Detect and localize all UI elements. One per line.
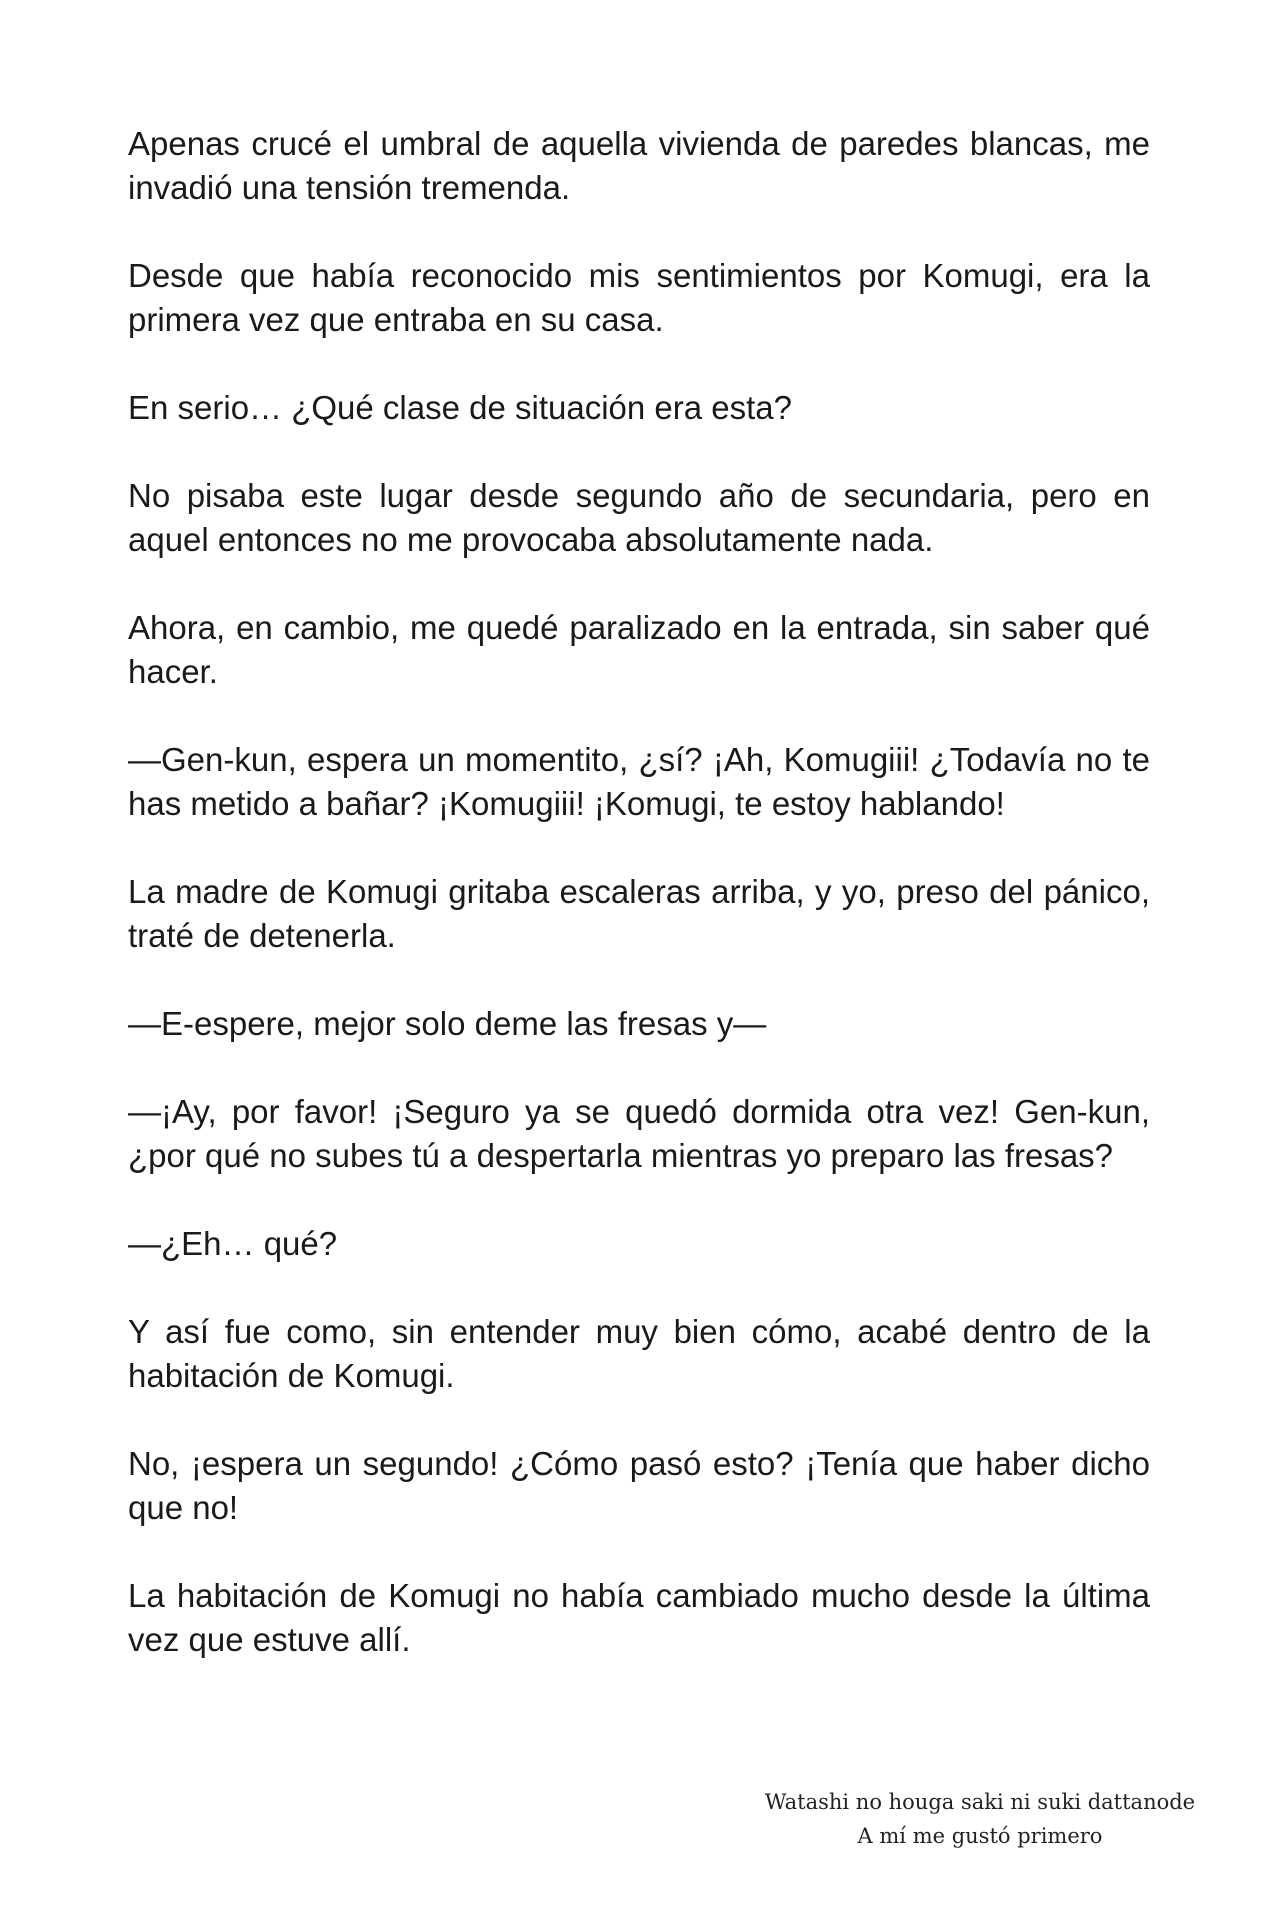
paragraph: La madre de Komugi gritaba escaleras arriba, y yo, preso del pánico, traté de detenerla. [128, 873, 1150, 954]
dialogue-paragraph: —¿Eh… qué? [128, 1225, 338, 1262]
paragraph: Y así fue como, sin entender muy bien cómo, acabé dentro de la habitación de Komugi. [128, 1313, 1150, 1394]
dialogue-paragraph: —E-espere, mejor solo deme las fresas y— [128, 1005, 767, 1042]
paragraph: La habitación de Komugi no había cambiado mucho desde la última vez que estuve allí. [128, 1577, 1150, 1658]
paragraph: No, ¡espera un segundo! ¿Cómo pasó esto? ¡Tenía que haber dicho que no! [128, 1445, 1150, 1526]
paragraph: Desde que había reconocido mis sentimientos por Komugi, era la primera vez que entraba en su casa. [128, 257, 1150, 338]
footer-title-original: Watashi no houga saki ni suki dattanode [764, 1790, 1196, 1814]
paragraph: En serio… ¿Qué clase de situación era esta? [128, 389, 793, 426]
dialogue-paragraph: —¡Ay, por favor! ¡Seguro ya se quedó dormida otra vez! Gen-kun, ¿por qué no subes tú a despertarla mientras yo preparo las fresas? [128, 1093, 1150, 1174]
paragraph: Apenas crucé el umbral de aquella vivienda de paredes blancas, me invadió una tensión tremenda. [128, 125, 1150, 206]
page-footer [700, 1785, 1260, 1853]
paragraph: No pisaba este lugar desde segundo año de secundaria, pero en aquel entonces no me provocaba absolutamente nada. [128, 477, 1150, 558]
paragraph: Ahora, en cambio, me quedé paralizado en la entrada, sin saber qué hacer. [128, 609, 1150, 690]
text-body [128, 122, 1150, 1706]
dialogue-paragraph: —Gen-kun, espera un momentito, ¿sí? ¡Ah, Komugiii! ¿Todavía no te has metido a bañar? ¡Komugiii! ¡Komugi, te estoy hablando! [128, 741, 1150, 822]
footer-title-translated: A mí me gustó primero [857, 1824, 1103, 1848]
